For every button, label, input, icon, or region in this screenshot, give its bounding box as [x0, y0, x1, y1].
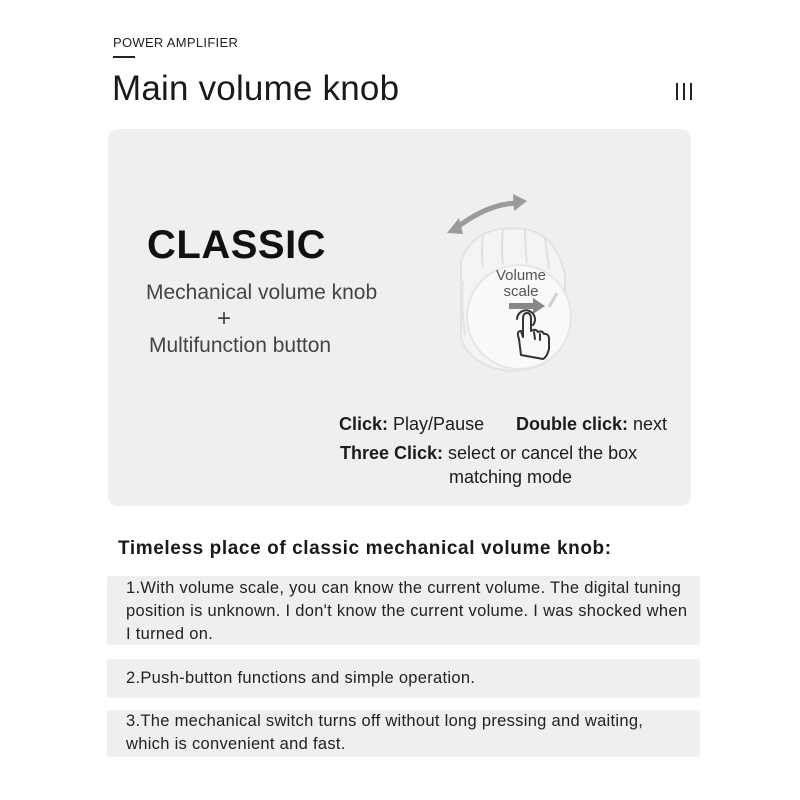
feature-item-3: 3.The mechanical switch turns off without long pressing and waiting, which is convenient and fast.: [107, 710, 700, 757]
page-title: Main volume knob: [112, 69, 400, 108]
instruction-three-click-cont: matching mode: [449, 467, 573, 487]
hero-line-knob: Mechanical volume knob: [146, 281, 378, 304]
instruction-three-click: Three Click: select or cancel the box: [340, 443, 638, 463]
eyebrow-label: POWER AMPLIFIER: [113, 35, 239, 50]
hero-plus: +: [217, 305, 232, 332]
eyebrow-rule: [113, 56, 135, 58]
section-heading: Timeless place of classic mechanical volume knob:: [118, 538, 612, 559]
instruction-click: Click: Play/Pause: [339, 414, 485, 434]
hero-line-button: Multifunction button: [149, 334, 332, 357]
feature-item-2: 2.Push-button functions and simple operation.: [107, 659, 700, 698]
hero-panel: [108, 129, 691, 506]
knob-label-line2: scale: [503, 283, 539, 300]
volume-knob-illustration: [433, 189, 583, 379]
feature-item-1: 1.With volume scale, you can know the current volume. The digital tuning position is unknown. I don't know the current volume. I was shocked when I turned on.: [107, 576, 700, 645]
knob-label-line1: Volume: [495, 267, 547, 284]
menu-icon[interactable]: [676, 83, 692, 100]
instruction-double-click: Double click: next: [516, 414, 668, 434]
hero-title: CLASSIC: [147, 223, 327, 267]
